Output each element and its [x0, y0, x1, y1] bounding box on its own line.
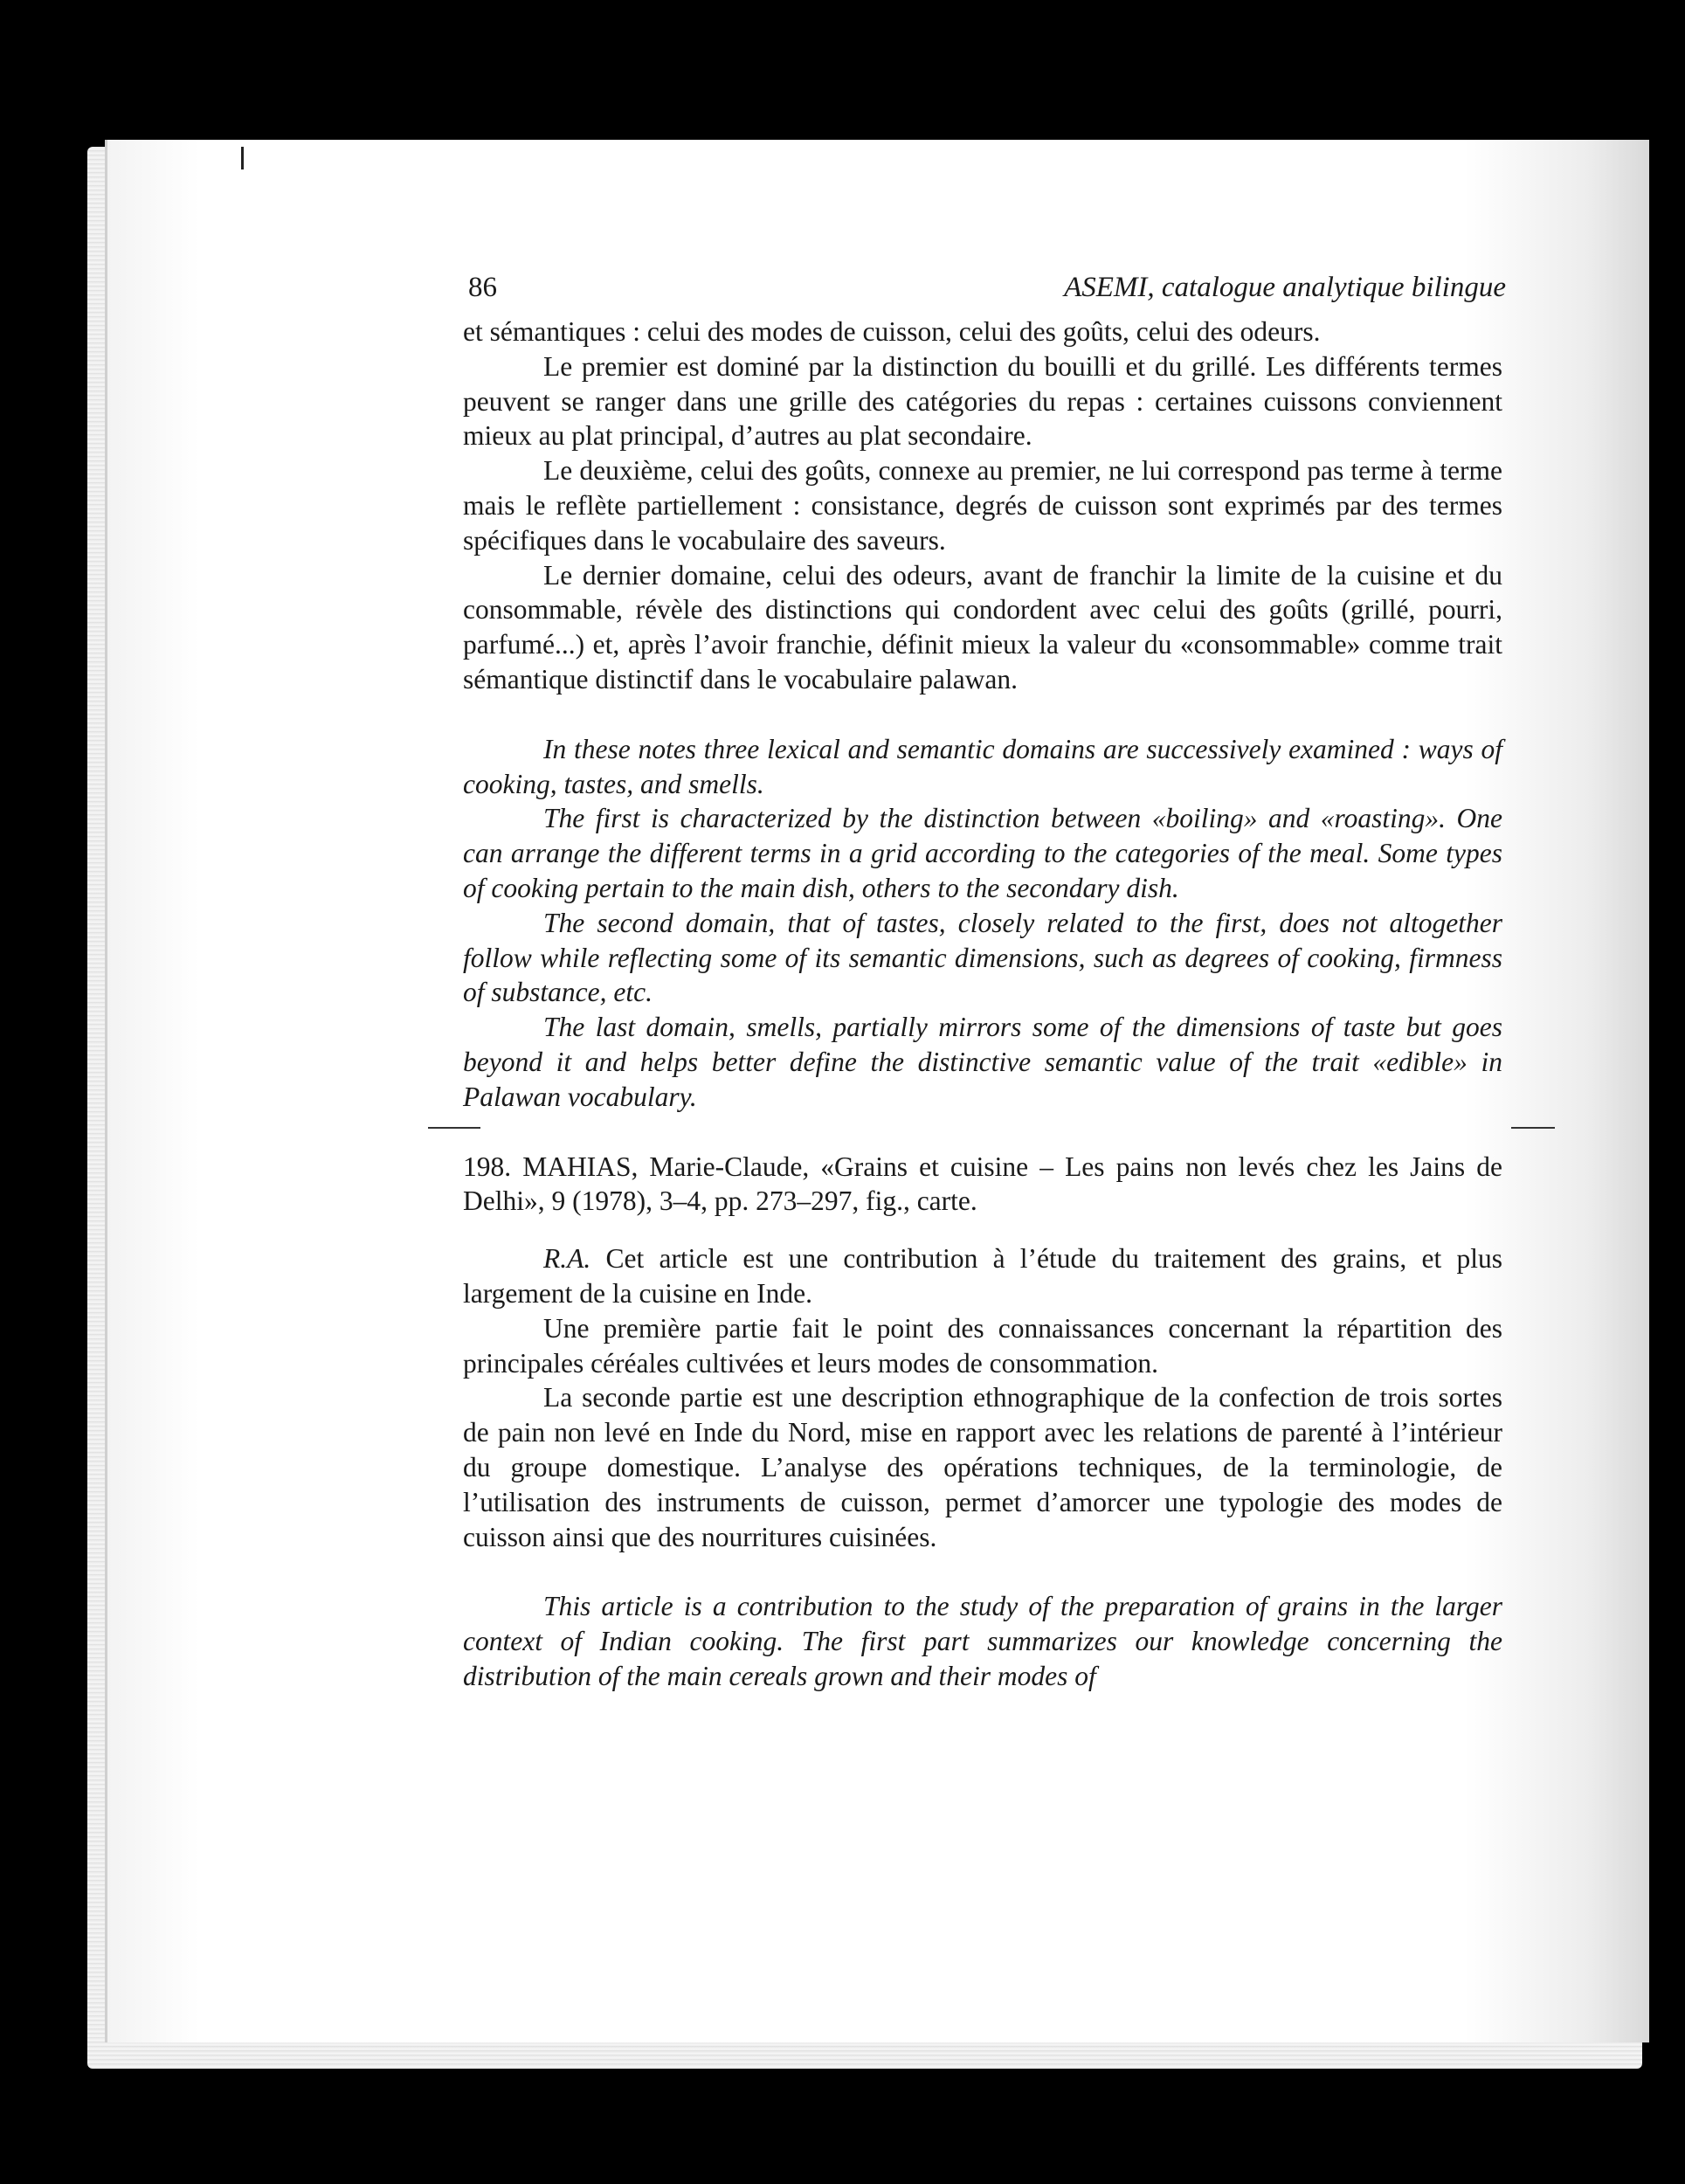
paragraph-en-4: The last domain, smells, partially mirrors some of the dimensions of taste but goes beyond it and helps better define the distinctive semantic value of the trait «edible» in Palawan vocabulary.: [463, 1012, 1502, 1112]
paragraph-en-2: The first is characterized by the distinction between «boiling» and «roasting». One can arrange the different terms in a grid according to the categories of the meal. Some types of cooking pertain to the main dish, others to the secondary dish.: [463, 803, 1502, 903]
running-head: [463, 271, 1506, 311]
entry-abstract-fr-1: [463, 1241, 1502, 1311]
entry-separator: [463, 1115, 1502, 1150]
entry-abstract-fr-2: Une première partie fait le point des connaissances concernant la répartition des principales céréales cultivées et leurs modes de consommation.: [463, 1312, 1502, 1379]
paragraph-en-1: In these notes three lexical and semantic domains are successively examined : ways of cooking, tastes, and smells.: [463, 733, 1502, 799]
entry-abstract-fr-3: La seconde partie est une description ethnographique de la confection de trois sortes de pain non levé en Inde du Nord, mise en rapport avec les relations de parenté à l’intérieur du groupe domestique. L’analyse des opérations techniques, de la terminologie, de l’utilisation des instruments de cuisson, permet d’amorcer une typologie des modes de cuisson ainsi que des nourritures cuisinées.: [463, 1382, 1502, 1552]
spacer: [463, 1554, 1502, 1589]
paragraph-fr-1: et sémantiques : celui des modes de cuisson, celui des goûts, celui des odeurs.: [463, 316, 1321, 347]
spacer: [463, 697, 1502, 732]
paragraph-fr-2: Le premier est dominé par la distinction du bouilli et du grillé. Les différents termes peuvent se ranger dans une grille des catégories du repas : certaines cuissons conviennent mieux au plat principal, d’autres au plat secondaire.: [463, 350, 1502, 452]
paragraph-fr-3: Le deuxième, celui des goûts, connexe au premier, ne lui correspond pas terme à terme mais le reflète partiellement : consistance, degrés de cuisson sont exprimés par des termes spécifiques dans le vocabulaire des saveurs.: [463, 455, 1502, 556]
entry-citation: 198. MAHIAS, Marie-Claude, «Grains et cuisine – Les pains non levés chez les Jains de Delhi», 9 (1978), 3–4, pp. 273–297, fig., carte.: [463, 1151, 1502, 1217]
abstract-text: Cet article est une contribution à l’étude du traitement des grains, et plus largement de la cuisine en Inde.: [463, 1243, 1502, 1309]
paragraph-en-3: The second domain, that of tastes, closely related to the first, does not altogether follow while reflecting some of its semantic dimensions, such as degrees of cooking, firmness of substance, etc.: [463, 907, 1502, 1008]
separator-right: [1511, 1127, 1555, 1129]
paragraph-fr-4: Le dernier domaine, celui des odeurs, avant de franchir la limite de la cuisine et du consommable, révèle des distinctions qui condordent avec celui des goûts (grillé, pourri, parfumé...) et, après l’avoir franchie, définit mieux la valeur du «consommable» comme trait sémantique distinctif dans le vocabulaire palawan.: [463, 559, 1502, 695]
entry-abstract-en-1: This article is a contribution to the study of the preparation of grains in the larger context of Indian cooking. The first part summarizes our knowledge concerning the distribution of the main cereals grown and their modes of: [463, 1591, 1502, 1691]
page-content: [463, 271, 1506, 1694]
running-title: ASEMI, catalogue analytique bilingue: [1064, 272, 1506, 303]
separator-left: [428, 1127, 480, 1129]
binding-mark: [241, 147, 244, 169]
page-number: 86: [468, 272, 497, 303]
spacer: [463, 1219, 1502, 1241]
abstract-label: R.A.: [543, 1243, 591, 1275]
